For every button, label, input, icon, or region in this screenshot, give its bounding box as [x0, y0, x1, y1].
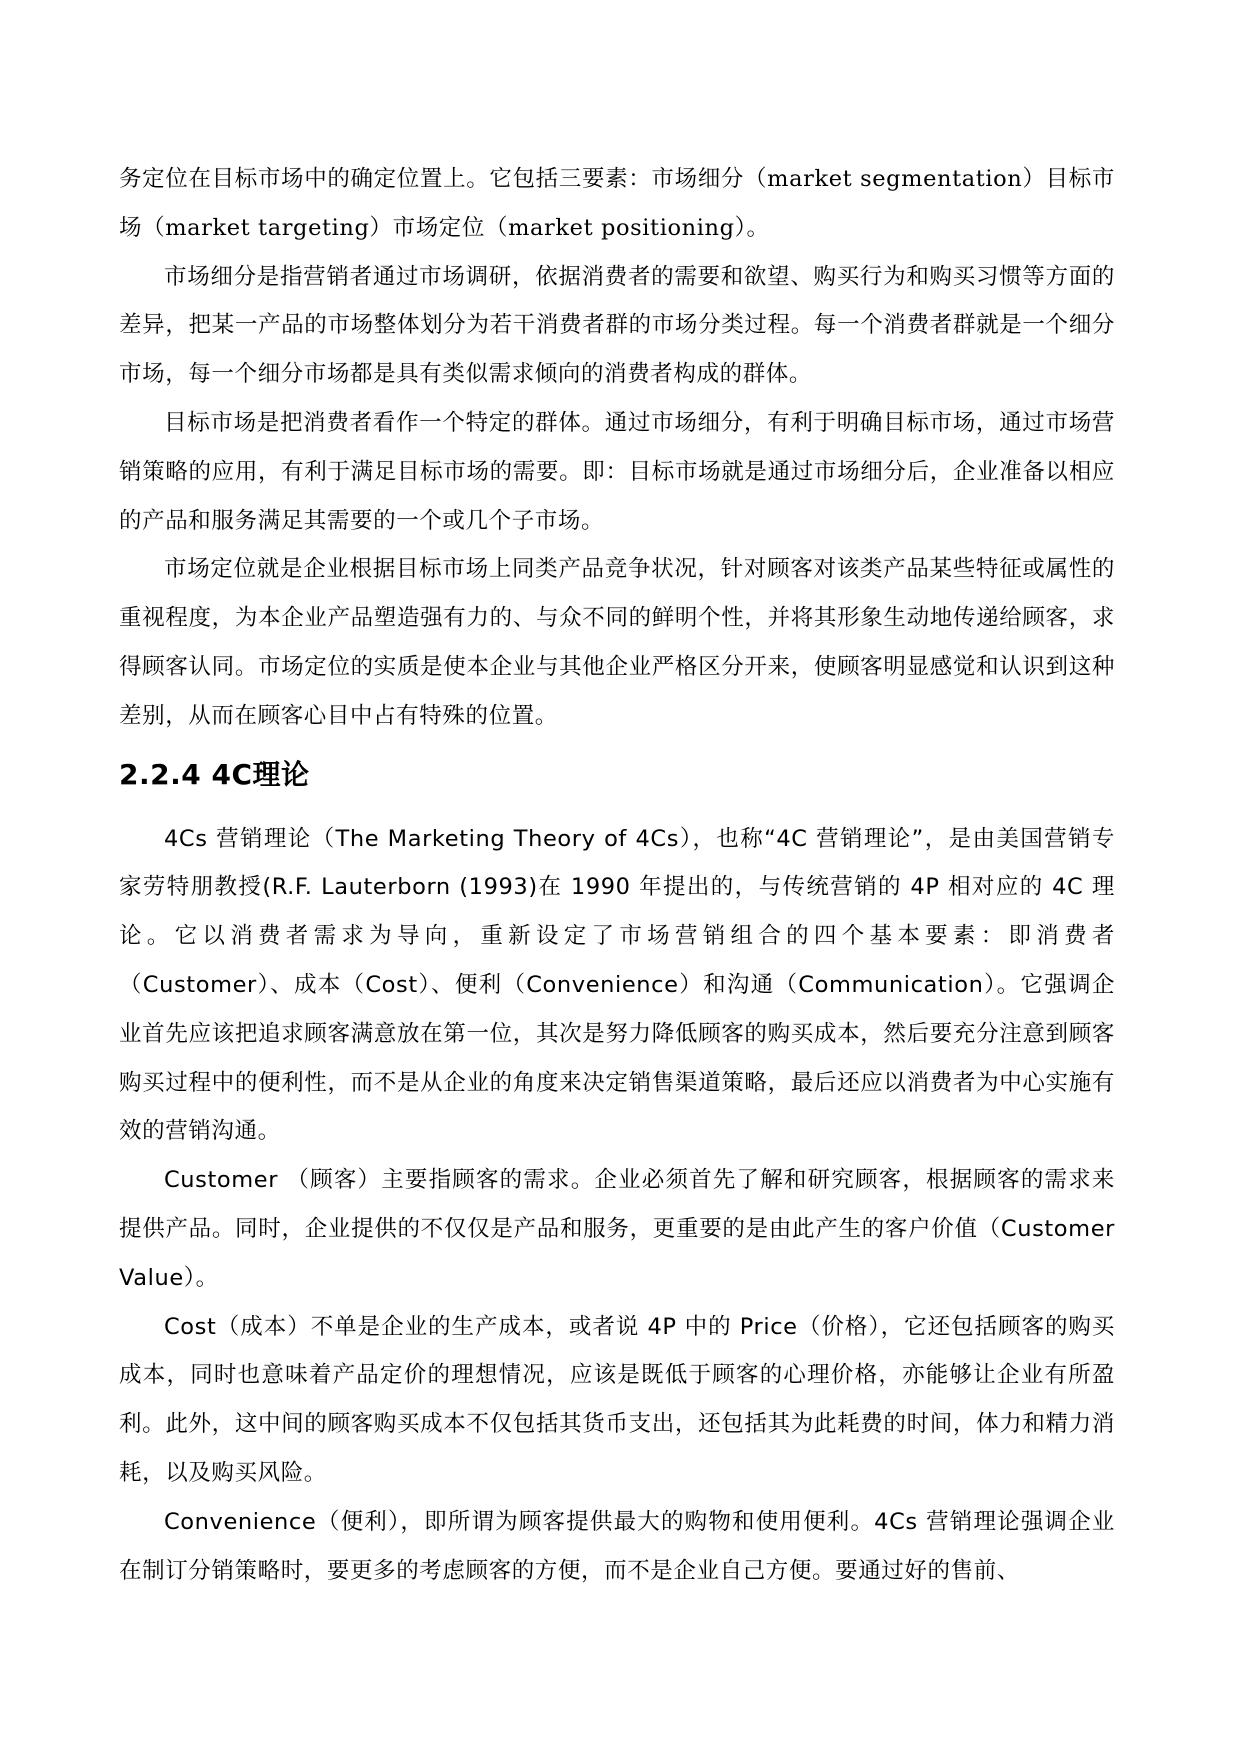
- paragraph-convenience: Convenience（便利），即所谓为顾客提供最大的购物和使用便利。4Cs 营销理论强调企业在制订分销策略时，要更多的考虑顾客的方便，而不是企业自己方便。要通过好的售前、: [119, 1508, 1115, 1584]
- paragraph-market-segmentation: 市场细分是指营销者通过市场调研，依据消费者的需要和欲望、购买行为和购买习惯等方面的差异，把某一产品的市场整体划分为若干消费者群的市场分类过程。每一个消费者群就是一个细分市场，每一个细分市场都是具有类似需求倾向的消费者构成的群体。: [119, 263, 1115, 388]
- paragraph-continuation: 务定位在目标市场中的确定位置上。它包括三要素：市场细分（market segmentation）目标市场（market targeting）市场定位（market positioning）。: [119, 166, 1115, 241]
- document-body: [119, 155, 1115, 1595]
- paragraph-market-positioning: 市场定位就是企业根据目标市场上同类产品竞争状况，针对顾客对该类产品某些特征或属性的重视程度，为本企业产品塑造强有力的、与众不同的鲜明个性，并将其形象生动地传递给顾客，求得顾客认同。市场定位的实质是使本企业与其他企业严格区分开来，使顾客明显感觉和认识到这种差别，从而在顾客心目中占有特殊的位置。: [119, 556, 1115, 729]
- paragraph-target-market: 目标市场是把消费者看作一个特定的群体。通过市场细分，有利于明确目标市场，通过市场营销策略的应用，有利于满足目标市场的需要。即：目标市场就是通过市场细分后，企业准备以相应的产品和服务满足其需要的一个或几个子市场。: [119, 409, 1115, 534]
- paragraph-4cs-intro: 4Cs 营销理论（The Marketing Theory of 4Cs），也称“4C 营销理论”，是由美国营销专家劳特朋教授(R.F. Lauterborn (1993)在 1990 年提出的，与传统营销的 4P 相对应的 4C 理论。它以消费者需求为导向，重新设定了市场营销组合的四个基本要素：即消费者（Customer）、成本（Cost）、便利（Convenience）和沟通（Communication）。它强调企业首先应该把追求顾客满意放在第一位，其次是努力降低顾客的购买成本，然后要充分注意到顾客购买过程中的便利性，而不是从企业的角度来决定销售渠道策略，最后还应以消费者为中心实施有效的营销沟通。: [119, 825, 1115, 1145]
- section-heading: 2.2.4 4C理论: [119, 757, 310, 791]
- paragraph-customer: Customer （顾客）主要指顾客的需求。企业必须首先了解和研究顾客，根据顾客的需求来提供产品。同时，企业提供的不仅仅是产品和服务，更重要的是由此产生的客户价值（Customer Value）。: [119, 1167, 1115, 1291]
- paragraph-cost: Cost（成本）不单是企业的生产成本，或者说 4P 中的 Price（价格），它还包括顾客的购买成本，同时也意味着产品定价的理想情况，应该是既低于顾客的心理价格，亦能够让企业有所盈利。此外，这中间的顾客购买成本不仅包括其货币支出，还包括其为此耗费的时间，体力和精力消耗，以及购买风险。: [119, 1313, 1115, 1486]
